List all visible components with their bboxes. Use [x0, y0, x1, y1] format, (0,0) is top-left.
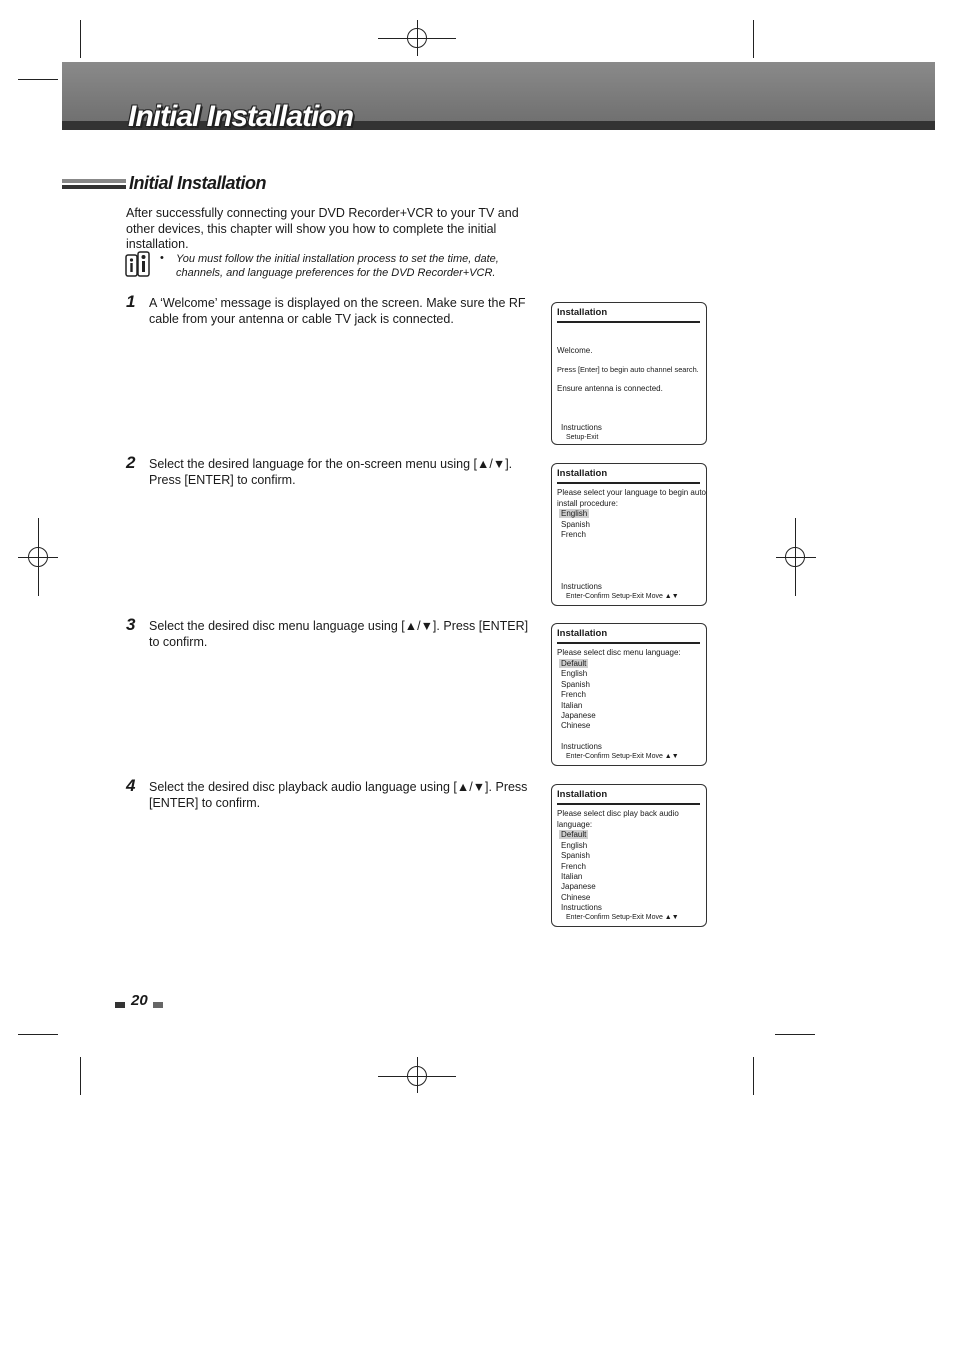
osd-footer: Enter-Confirm Setup-Exit Move ▲▼ [566, 914, 679, 921]
page-number-marker [115, 1002, 125, 1008]
step-number: 3 [126, 615, 136, 634]
page-number: 20 [131, 992, 148, 1009]
section-title: Initial Installation [129, 173, 267, 193]
crop-mark [80, 1057, 81, 1095]
osd-divider [557, 803, 700, 805]
osd-option[interactable]: French [561, 690, 586, 699]
osd-option[interactable]: English [561, 669, 588, 678]
registration-mark [407, 1066, 427, 1086]
crop-mark [18, 79, 58, 80]
note-bullet: • [160, 252, 164, 264]
osd-divider [557, 642, 700, 644]
registration-mark [407, 28, 427, 48]
step-text: Select the desired disc playback audio language using [▲/▼]. Press [ENTER] to confirm. [149, 780, 528, 810]
osd-option[interactable]: Italian [561, 872, 583, 881]
osd-instructions: Instructions [561, 903, 602, 912]
page-title: Initial Installation [128, 100, 354, 133]
osd-text: Welcome. [557, 346, 593, 355]
section-bar [62, 179, 126, 183]
osd-instructions: Instructions [561, 582, 602, 591]
osd-option[interactable]: French [561, 530, 586, 539]
osd-text: Press [Enter] to begin auto channel search. [557, 365, 699, 374]
crop-mark [753, 20, 754, 58]
osd-title: Installation [557, 789, 608, 800]
section-bar [62, 185, 126, 189]
note-icon [124, 250, 152, 278]
page-number-marker [153, 1002, 163, 1008]
osd-option[interactable]: Italian [561, 701, 583, 710]
osd-screen-menu-language [551, 463, 707, 606]
osd-option[interactable]: French [561, 862, 586, 871]
osd-footer: Enter-Confirm Setup-Exit Move ▲▼ [566, 753, 679, 760]
osd-option[interactable]: Chinese [561, 721, 591, 730]
osd-instructions: Instructions [561, 423, 602, 432]
note-text: You must follow the initial installation process to set the time, date, channels, and language preferences for the DVD Recorder+VCR. [176, 253, 499, 279]
osd-screen-disc-menu-language [551, 623, 707, 766]
osd-prompt: Please select your language to begin auto [557, 488, 706, 497]
registration-mark [785, 547, 805, 567]
crop-mark [753, 1057, 754, 1095]
osd-option[interactable]: Spanish [561, 680, 590, 689]
osd-footer: Enter-Confirm Setup-Exit Move ▲▼ [566, 593, 679, 600]
osd-prompt: install procedure: [557, 499, 618, 508]
osd-option-selected[interactable]: Default [561, 830, 587, 839]
crop-mark [18, 1034, 58, 1035]
step-text: A ‘Welcome’ message is displayed on the screen. Make sure the RF cable from your antenna or cable TV jack is connected. [149, 296, 526, 326]
crop-mark [80, 20, 81, 58]
step-text: Select the desired language for the on-screen menu using [▲/▼]. Press [ENTER] to confirm. [149, 457, 513, 487]
osd-option[interactable]: English [561, 841, 588, 850]
osd-option[interactable]: Japanese [561, 711, 596, 720]
osd-text: Ensure antenna is connected. [557, 384, 663, 393]
osd-option[interactable]: Spanish [561, 851, 590, 860]
osd-prompt: Please select disc play back audio [557, 809, 679, 818]
step-number: 1 [126, 292, 136, 311]
osd-option-selected[interactable]: Default [561, 659, 587, 668]
osd-prompt: language: [557, 820, 593, 829]
osd-divider [557, 321, 700, 323]
registration-mark [28, 547, 48, 567]
step-text: Select the desired disc menu language using [▲/▼]. Press [ENTER] to confirm. [149, 619, 529, 649]
osd-screen-welcome [551, 302, 707, 445]
osd-option[interactable]: Spanish [561, 520, 590, 529]
crop-mark [775, 1034, 815, 1035]
osd-option[interactable]: Chinese [561, 893, 591, 902]
osd-footer: Setup-Exit [566, 434, 599, 441]
osd-prompt: Please select disc menu language: [557, 648, 681, 657]
osd-option[interactable]: Japanese [561, 882, 596, 891]
osd-title: Installation [557, 307, 608, 318]
osd-option-selected[interactable]: English [561, 509, 588, 518]
osd-title: Installation [557, 628, 608, 639]
intro-paragraph: After successfully connecting your DVD Recorder+VCR to your TV and other devices, this chapter will show you how to complete the initial installation. [126, 206, 519, 251]
osd-divider [557, 482, 700, 484]
step-number: 2 [126, 453, 136, 472]
osd-instructions: Instructions [561, 742, 602, 751]
step-number: 4 [126, 776, 136, 795]
osd-screen-audio-language [551, 784, 707, 927]
osd-title: Installation [557, 468, 608, 479]
